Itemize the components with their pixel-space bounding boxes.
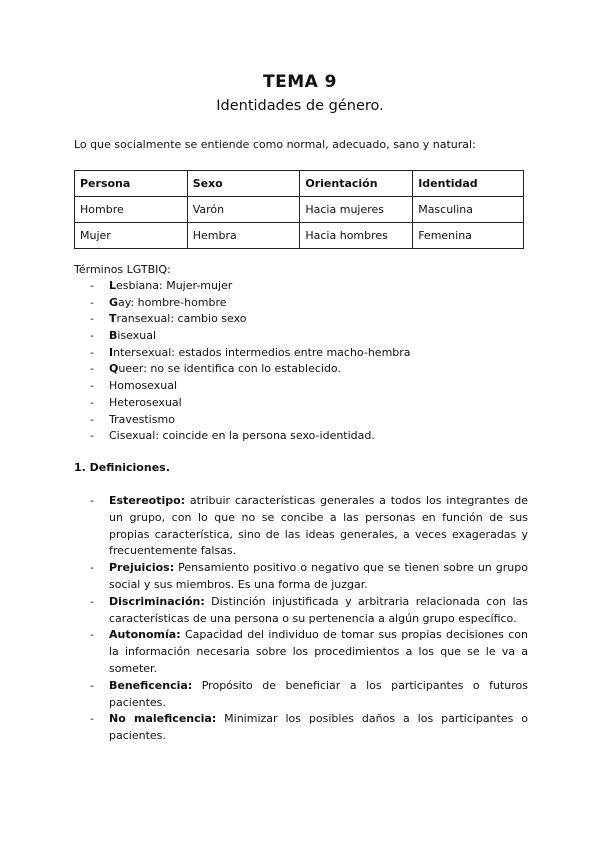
definition-term: Prejuicios: [109, 561, 175, 575]
definition-text: Propósito de beneficiar a los participantes o futuros pacientes. [109, 678, 528, 709]
list-item [90, 594, 528, 628]
page-title: TEMA 9 [262, 72, 338, 92]
term-text: isexual [117, 329, 157, 343]
term-initial: L [109, 279, 117, 292]
definition-term: No maleficencia: [109, 712, 217, 726]
terms-list [90, 278, 411, 445]
bullet-dash: - [90, 561, 94, 575]
identity-table [74, 170, 524, 249]
term-text: ntersexual: estados intermedios entre macho-hembra [113, 345, 411, 359]
list-item [90, 678, 528, 712]
definition-text: atribuir características generales a todos los integrantes de un grupo, con lo que no se concibe a las personas en función de sus propias característica, sino de las ideas generales, a veces exageradas y frecuentemente falsas. [109, 494, 528, 558]
definitions-list [90, 493, 528, 745]
list-item [90, 295, 411, 312]
list-item [90, 328, 411, 345]
table-cell: Varón [187, 197, 300, 223]
table-header-cell: Orientación [300, 171, 413, 197]
bullet-dash: - [90, 345, 94, 359]
table-cell: Femenina [413, 223, 524, 249]
list-item [90, 395, 411, 412]
list-item [90, 560, 528, 594]
table-row [75, 223, 524, 249]
bullet-dash: - [90, 312, 94, 326]
bullet-dash: - [90, 429, 94, 443]
term-text: ay: hombre-hombre [118, 295, 227, 309]
table-header-cell: Persona [75, 171, 188, 197]
definition-term: Autonomía: [109, 628, 181, 642]
terms-heading: Términos LGTBIQ: [74, 263, 171, 276]
term-text: ransexual: cambio sexo [116, 312, 247, 326]
table-header-cell: Identidad [413, 171, 524, 197]
bullet-dash: - [90, 379, 94, 393]
definition-text: Pensamiento positivo o negativo que se tienen sobre un grupo social y sus miembros. Es una forma de juzgar. [109, 561, 528, 591]
term-text: Travestismo [109, 412, 175, 426]
definition-term: Estereotipo: [109, 494, 186, 507]
term-initial: I [109, 345, 114, 359]
term-text: Cisexual: coincide en la persona sexo-identidad. [109, 429, 375, 443]
bullet-dash: - [90, 279, 94, 292]
list-item [90, 493, 528, 560]
bullet-dash: - [90, 678, 94, 692]
term-text: ueer: no se identifica con lo establecido. [118, 362, 341, 376]
table-cell: Hacia hombres [300, 223, 413, 249]
definition-term: Discriminación: [109, 594, 205, 608]
term-initial: G [109, 295, 119, 309]
definition-text: Minimizar los posibles daños a los participantes o pacientes. [109, 712, 528, 743]
definition-term: Beneficencia: [109, 678, 193, 692]
term-initial: Q [109, 362, 119, 376]
list-item [90, 278, 411, 295]
bullet-dash: - [90, 362, 94, 376]
bullet-dash: - [90, 628, 94, 642]
table-cell: Hombre [75, 197, 188, 223]
bullet-dash: - [90, 295, 94, 309]
list-item [90, 378, 411, 395]
table-cell: Masculina [413, 197, 524, 223]
definition-text: Capacidad del individuo de tomar sus propias decisiones con la información necesaria sobre los procedimientos a los que se le va a someter. [109, 628, 528, 675]
bullet-dash: - [90, 329, 94, 343]
table-row [75, 197, 524, 223]
list-item [90, 361, 411, 378]
bullet-dash: - [90, 395, 94, 409]
bullet-dash: - [90, 712, 94, 726]
bullet-dash: - [90, 494, 94, 507]
list-item [90, 311, 411, 328]
term-text: Homosexual [109, 379, 178, 393]
list-item [90, 412, 411, 429]
section-heading: 1. Definiciones. [74, 461, 170, 474]
list-item [90, 428, 411, 445]
list-item [90, 345, 411, 362]
table-cell: Hembra [187, 223, 300, 249]
table-cell: Hacia mujeres [300, 197, 413, 223]
bullet-dash: - [90, 594, 94, 608]
table-cell: Mujer [75, 223, 188, 249]
table-header-row [75, 171, 524, 197]
intro-paragraph: Lo que socialmente se entiende como normal, adecuado, sano y natural: [74, 138, 476, 151]
term-initial: B [109, 329, 118, 343]
definition-text: Distinción injustificada y arbitraria relacionada con las características de una persona o su pertenencia a algún grupo específico. [109, 594, 528, 625]
page-subtitle: Identidades de género. [216, 98, 384, 114]
list-item [90, 711, 528, 745]
term-text: esbiana: Mujer-mujer [116, 279, 233, 292]
bullet-dash: - [90, 412, 94, 426]
term-text: Heterosexual [109, 395, 182, 409]
term-initial: T [109, 312, 117, 326]
table-header-cell: Sexo [187, 171, 300, 197]
list-item [90, 627, 528, 677]
